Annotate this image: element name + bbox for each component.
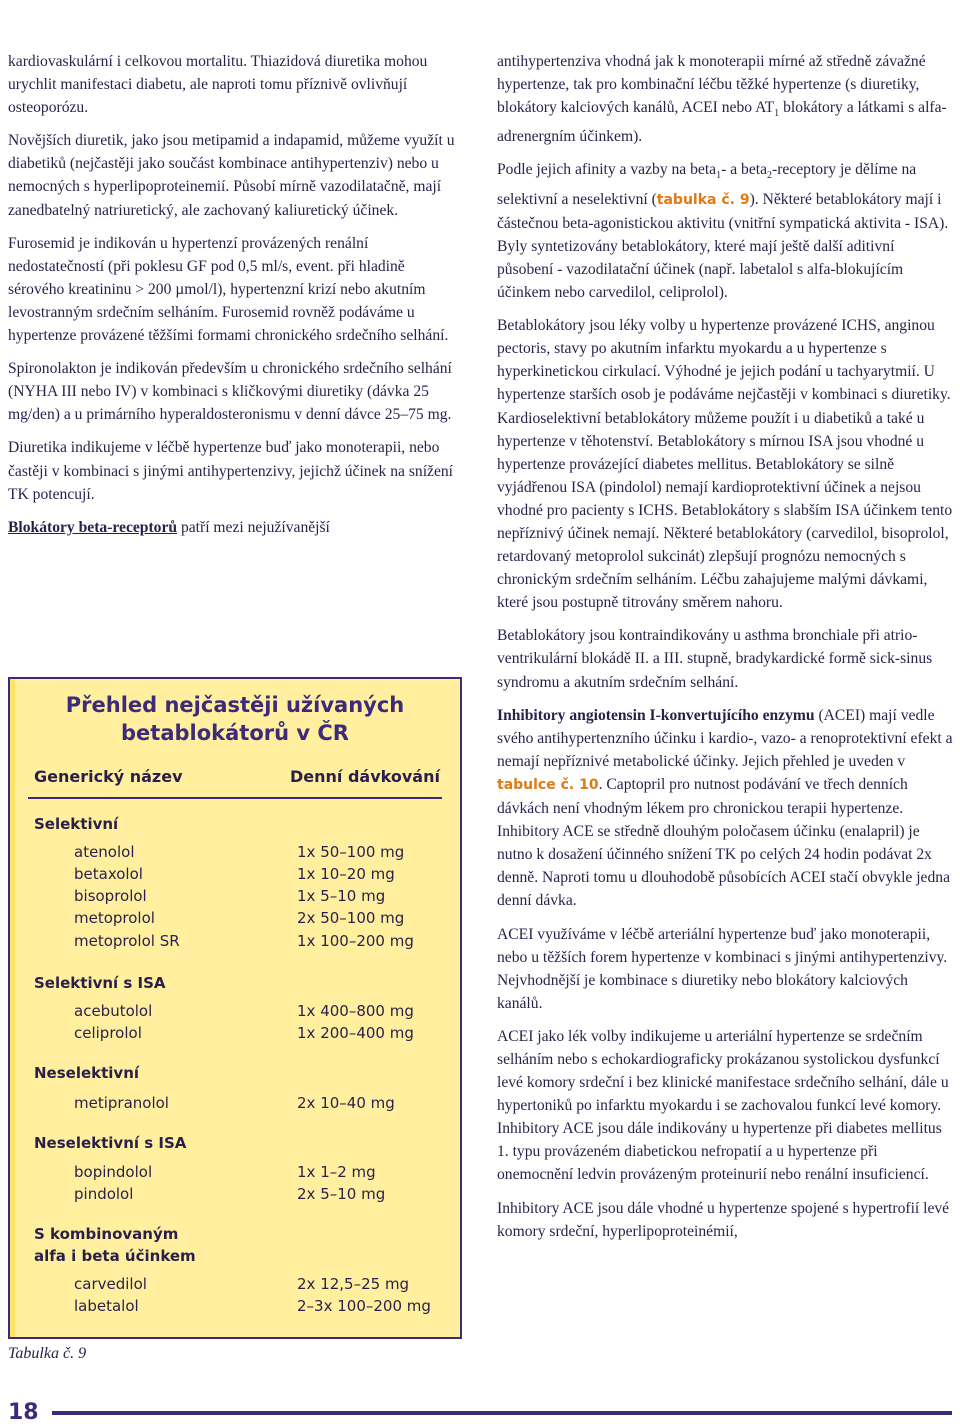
paragraph xyxy=(497,158,953,304)
drug-dose: 2–3x 100–200 mg xyxy=(297,1297,431,1315)
drug-dose: 2x 50–100 mg xyxy=(297,909,405,927)
drug-name: metoprolol xyxy=(74,909,155,927)
text-run: - a beta xyxy=(721,161,767,179)
subscript: 1 xyxy=(774,108,780,120)
paragraph: Furosemid je indikován u hypertenzí provázených renální nedostatečností (při poklesu GF pod 0,5 ml/s, event. při hladině sérového kreatininu > 200 µmol/l), hypertenzní krizí nebo akutním levostranným srdečním selháním. Furosemid rovněž podáváme u hypertenze provázené těžšími formami chronického srdečního selhání. xyxy=(8,234,449,345)
drug-dose: 1x 200–400 mg xyxy=(297,1024,414,1042)
paragraph: kardiovaskulární i celkovou mortalitu. Thiazidová diuretika mohou urychlit manifestaci diabetu, ale naproti tomu příznivě ovlivňují osteoporózu. xyxy=(8,53,428,117)
drug-name: labetalol xyxy=(74,1297,139,1315)
text-run: ). Některé betablokátory mají i částečnou beta-agonistickou aktivitu (vnitřní sympatická aktivita - ISA). Byly syntetizovány betablokátory, které mají ještě další aditivní působení - vazodilatační účinek (např. labetalol s alfa-blokujícím účinkem nebo carvedilol, celiprolol). xyxy=(497,190,949,302)
paragraph: ACEI využíváme v léčbě arteriální hypertenze buď jako monoterapii, nebo u těžších forem hypertenze v kombinaci s jinými antihypertenzivy. Nejvhodnější je kombinace s diuretiky nebo blokátory kalciových kanálů. xyxy=(497,925,948,1012)
subscript: 1 xyxy=(716,170,722,182)
group-label: Selektivní s ISA xyxy=(34,974,166,992)
drug-name: metipranolol xyxy=(74,1094,169,1112)
group-label: Selektivní xyxy=(34,815,119,833)
subscript: 2 xyxy=(767,170,772,182)
bold-term: Blokátory beta-receptorů xyxy=(8,518,178,536)
text-run: patří mezi nejužívanější xyxy=(177,518,330,536)
paragraph: Betablokátory jsou léky volby u hypertenze provázené ICHS, anginou pectoris, stavy po akutním infarktu myokardu a u hypertenze s hyperkinetickou cirkulací. Výhodné je jejich podání u tachyarytmií. U hypertenze starších osob je podáváme nejčastěji v kombinaci s diuretiky. Kardioselektivní betablokátory můžeme použít i u diabetiků a také u hypertenze v těhotenství. Betablokátory s mírnou ISA jsou vhodné u hypertenze provázející diabetes mellitus. Betablokátory se silně vyjádřenou ISA (pindolol) nemají kardioprotektivní účinek a nejsou vhodné pro pacienty s ICHS. Betablokátory s slabším ISA účinkem tento nepříznivý účinek nemají. Některé betablokátory (carvedilol, bisoprolol, retardovaný metoprolol sukcinát) zlepšují prognózu nemocných s chronickým srdečním selháním. Léčbu zahajujeme malými dávkami, které jsou postupně titrovány směrem nahoru. xyxy=(497,317,953,612)
table-reference-link[interactable]: tabulka č. 9 xyxy=(656,191,750,208)
drug-dose: 2x 10–40 mg xyxy=(297,1094,395,1112)
group-label: Neselektivní s ISA xyxy=(34,1134,187,1152)
table-stripe xyxy=(10,679,15,1337)
text-run: antihypertenziva vhodná jak k monoterapii mírné až středně závažné hypertenze, tak pro kombinační léčbu těžké hypertenze (s diuretiky, blokátory kalciových kanálů, ACEI nebo AT xyxy=(497,53,926,117)
header-divider xyxy=(28,797,442,799)
drug-dose: 2x 5–10 mg xyxy=(297,1185,386,1203)
betablocker-table xyxy=(8,677,462,1339)
paragraph xyxy=(497,704,953,913)
text-run: blokátory a látkami s alfa-adrenergním účinkem). xyxy=(497,99,947,146)
drug-name: carvedilol xyxy=(74,1275,147,1293)
paragraph: Novějších diuretik, jako jsou metipamid a indapamid, můžeme využít u diabetiků (nejčastěji jako součást kombinace antihypertenziv) nebo u nemocných s hyperlipoproteinemií. Působí mírně vazodilatačně, mají zanedbatelný natriuretický, ale zachovaný kaliuretický účinek. xyxy=(8,132,455,219)
text-run: Podle jejich afinity a vazby na beta xyxy=(497,161,717,179)
table-reference-link[interactable]: tabulce č. 10 xyxy=(497,776,599,793)
paragraph: Betablokátory jsou kontraindikovány u asthma bronchiale při atrio-ventrikulární blokádě II. a III. stupně, bradykardické formě sick-sinus syndromu a akutním srdečním selhání. xyxy=(497,627,933,691)
text-run: -receptory je dělíme na selektivní a neselektivní ( xyxy=(497,161,917,208)
drug-dose: 1x 50–100 mg xyxy=(297,843,405,861)
paragraph xyxy=(497,50,953,148)
drug-name: bisoprolol xyxy=(74,887,147,905)
group-label: alfa i beta účinkem xyxy=(34,1247,196,1265)
drug-dose: 1x 5–10 mg xyxy=(297,887,386,905)
header-generic-name: Generický název xyxy=(34,767,183,786)
paragraph: Diuretika indikujeme v léčbě hypertenze buď jako monoterapii, nebo častěji v kombinaci s jinými antihypertenzivy, jejichž účinek na snížení TK potencují. xyxy=(8,439,454,503)
drug-dose: 1x 10–20 mg xyxy=(297,865,395,883)
text-run: (ACEI) mají vedle svého antihypertenzního účinku i kardio-, vazo- a renoprotektivní efekt a nemají nepříznivé metabolické účinky. Jejich přehled je uveden v xyxy=(497,706,953,770)
drug-dose: 1x 100–200 mg xyxy=(297,932,414,950)
drug-dose: 2x 12,5–25 mg xyxy=(297,1275,410,1293)
drug-name: celiprolol xyxy=(74,1024,142,1042)
table-caption: Tabulka č. 9 xyxy=(8,1345,87,1362)
drug-name: metoprolol SR xyxy=(74,932,180,950)
drug-name: pindolol xyxy=(74,1185,134,1203)
group-label: S kombinovaným xyxy=(34,1225,179,1243)
table-title-line: Přehled nejčastěji užívaných xyxy=(65,693,405,717)
paragraph: Spironolakton je indikován především u chronického srdečního selhání (NYHA III nebo IV) v kombinaci s kličkovými diuretiky (dávka 25 mg/den) a u primárního hyperaldosteronismu v denní dávce 25–75 mg. xyxy=(8,360,452,424)
drug-dose: 1x 400–800 mg xyxy=(297,1002,414,1020)
drug-dose: 1x 1–2 mg xyxy=(297,1163,376,1181)
left-column xyxy=(8,50,460,549)
drug-name: acebutolol xyxy=(74,1002,153,1020)
text-run: . Captopril pro nutnost podávání ve třech denních dávkách není vhodným lékem pro chronickou terapii hypertenze. Inhibitory ACE se středně dlouhým poločasem účinku (enalapril) je nutno k dosažení účinného snížení TK po celých 24 hodin podávat 2x denně. Naproti tomu u dlouhodobě působících ACEI stačí obvykle jedna denní dávka. xyxy=(497,775,950,910)
paragraph: ACEI jako lék volby indikujeme u arteriální hypertenze se srdečním selháním nebo s echokardiograficky prokázanou systolickou dysfunkcí levé komory srdeční i bez klinické manifestace srdečního selhání, dále u hypertoniků po infarktu myokardu i se zachovalou funkcí levé komory. Inhibitory ACE jsou dále indikovány u hypertenze při diabetes mellitus 1. typu provázeném diabetickou nefropatií a u hypertenze při onemocnění ledvin provázeným proteinurií nebo renální insuficiencí. xyxy=(497,1027,949,1184)
group-label: Neselektivní xyxy=(34,1064,140,1082)
table-title xyxy=(10,691,460,747)
drug-name: atenolol xyxy=(74,843,135,861)
drug-name: betaxolol xyxy=(74,865,143,883)
paragraph xyxy=(8,516,460,539)
footer-rule xyxy=(52,1411,952,1415)
right-column xyxy=(497,50,953,1253)
header-daily-dose: Denní dávkování xyxy=(290,767,440,786)
page-number: 18 xyxy=(8,1400,39,1425)
bold-term: Inhibitory angiotensin I-konvertujícího enzymu xyxy=(497,706,815,724)
paragraph: Inhibitory ACE jsou dále vhodné u hypertenze spojené s hypertrofií levé komory srdeční, hyperlipoproteinémií, xyxy=(497,1199,950,1240)
table-title-line: betablokátorů v ČR xyxy=(121,721,349,745)
drug-name: bopindolol xyxy=(74,1163,153,1181)
